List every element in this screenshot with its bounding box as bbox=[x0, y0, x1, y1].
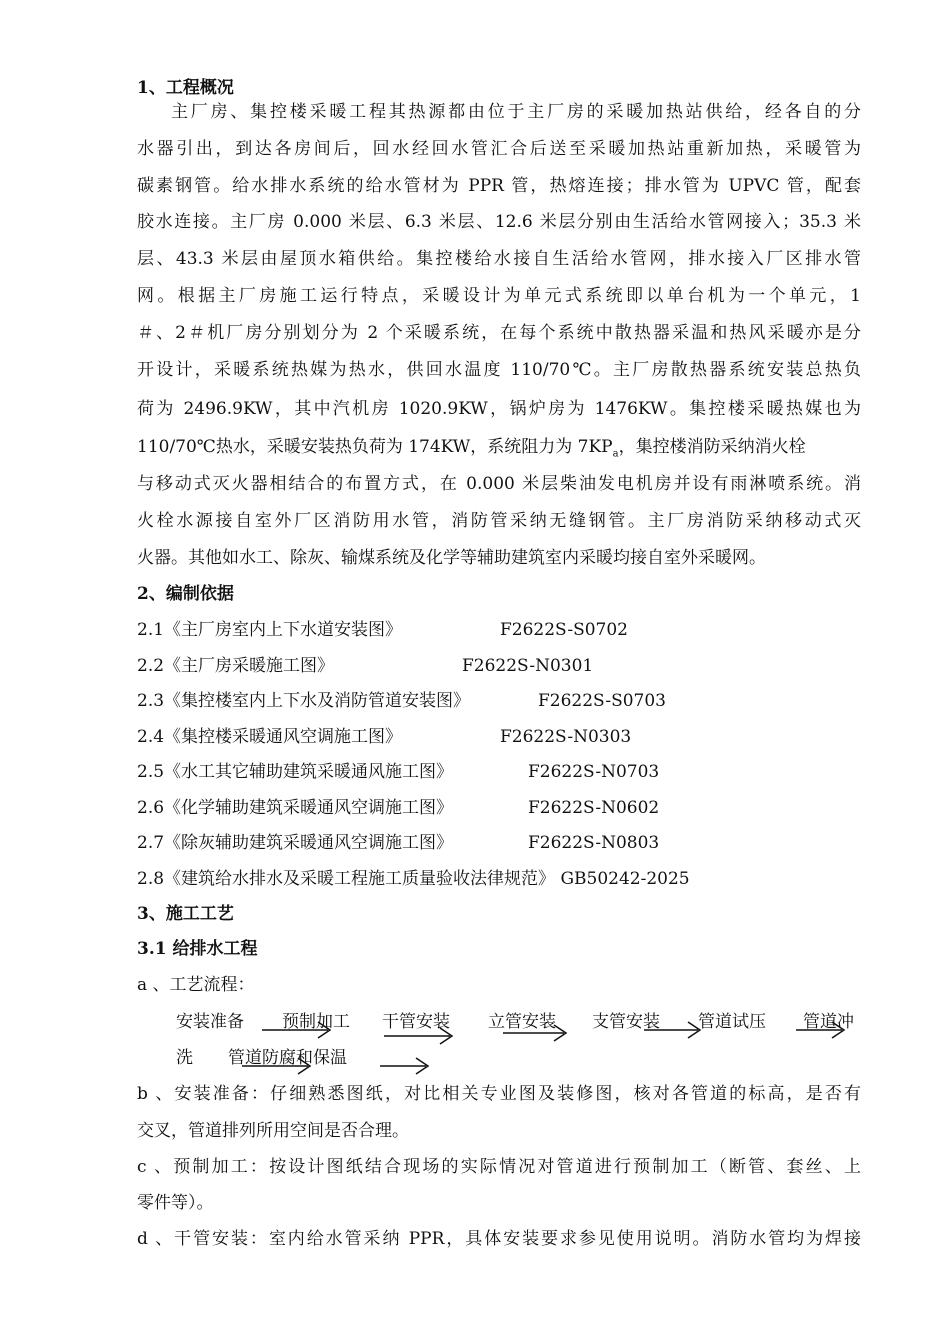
paragraph-line: 胶水连接。主厂房 0.000 米层、6.3 米层、12.6 米层分别由生活给水管网接入；35.3 米 bbox=[137, 212, 861, 232]
reference-title: 2.2《主厂房采暖施工图》 bbox=[137, 656, 335, 676]
paragraph-line: 与移动式灭火器相结合的布置方式，在 0.000 米层柴油发电机房并设有雨淋喷系统。消 bbox=[137, 474, 861, 494]
reference-title: 2.8《建筑给水排水及采暖工程施工质量验收法律规范》 GB50242-2025 bbox=[137, 869, 690, 889]
flow-arrow-icon bbox=[796, 1018, 846, 1042]
flow-step: 管道试压 bbox=[698, 1012, 766, 1032]
reference-title: 2.7《除灰辅助建筑采暖通风空调施工图》 bbox=[137, 833, 454, 853]
flow-arrow-icon bbox=[503, 1021, 568, 1045]
flow-step: 管道冲 bbox=[803, 1012, 854, 1032]
paragraph-line: 荷为 2496.9KW，其中汽机房 1020.9KW，锅炉房为 1476KW。集控楼采暖热媒也为 bbox=[137, 399, 861, 419]
paragraph-line: ＃、2＃机厂房分别划分为 2 个采暖系统，在每个系统中散热器采温和热风采暖亦是分 bbox=[137, 323, 861, 343]
paragraph-line: 碳素钢管。给水排水系统的给水管材为 PPR 管，热熔连接；排水管为 UPVC 管，配套 bbox=[137, 176, 861, 196]
flow-step: 安装准备 bbox=[176, 1012, 244, 1032]
unit-subscript: a bbox=[612, 448, 619, 460]
reference-code: F2622S-S0702 bbox=[500, 620, 628, 640]
section-heading-process: 3、施工工艺 bbox=[137, 904, 234, 924]
flow-arrow-icon bbox=[384, 1024, 454, 1048]
paragraph-line: 网。根据主厂房施工运行特点，采暖设计为单元式系统即以单台机为一个单元，1 bbox=[137, 286, 861, 306]
paragraph-line: 火栓水源接自室外厂区消防用水管，消防管采纳无缝钢管。主厂房消防采纳移动式灭 bbox=[137, 511, 861, 531]
reference-title: 2.6《化学辅助建筑采暖通风空调施工图》 bbox=[137, 798, 454, 818]
flow-step: 干管安装 bbox=[382, 1012, 450, 1032]
paragraph-line-with-subscript bbox=[137, 435, 861, 466]
paragraph-line: 火器。其他如水工、除灰、输煤系统及化学等辅助建筑室内采暖均接自室外采暖网。 bbox=[137, 548, 766, 568]
flow-arrow-icon bbox=[262, 1018, 332, 1042]
paragraph-line: 零件等）。 bbox=[137, 1193, 214, 1213]
paragraph-line: 交叉，管道排列所用空间是否合理。 bbox=[137, 1121, 409, 1141]
flow-step: 预制加工 bbox=[282, 1012, 350, 1032]
reference-code: F2622S-N0602 bbox=[528, 798, 660, 818]
paragraph-line: 层、43.3 米层由屋顶水箱供给。集控楼给水接自生活给水管网，排水接入厂区排水管 bbox=[137, 249, 861, 269]
paragraph-line: 主厂房、集控楼采暖工程其热源都由位于主厂房的采暖加热站供给，经各自的分 bbox=[171, 102, 861, 122]
section-heading-overview: 1、工程概况 bbox=[137, 78, 234, 98]
reference-code: F2622S-S0703 bbox=[538, 691, 666, 711]
reference-title: 2.4《集控楼采暖通风空调施工图》 bbox=[137, 727, 403, 747]
flow-arrow-icon bbox=[644, 1018, 702, 1042]
flow-step: 洗 bbox=[176, 1048, 193, 1068]
paragraph-line: b 、安装准备：仔细熟悉图纸，对比相关专业图及装修图，核对各管道的标高，是否有 bbox=[137, 1084, 861, 1104]
flow-label: a 、工艺流程： bbox=[137, 975, 255, 995]
reference-code: F2622S-N0301 bbox=[462, 656, 594, 676]
section-heading-basis: 2、编制依据 bbox=[137, 584, 234, 604]
flow-step: 支管安装 bbox=[592, 1012, 660, 1032]
reference-code: F2622S-N0803 bbox=[528, 833, 660, 853]
flow-step: 管道防腐和保温 bbox=[228, 1048, 347, 1068]
paragraph-line: 水器引出，到达各房间后，回水经回水管汇合后送至采暖加热站重新加热，采暖管为 bbox=[137, 139, 861, 159]
flow-arrow-icon bbox=[380, 1054, 430, 1078]
reference-title: 2.5《水工其它辅助建筑采暖通风施工图》 bbox=[137, 762, 454, 782]
paragraph-text-tail: ，集控楼消防采纳消火栓 bbox=[618, 437, 806, 457]
paragraph-line: c 、预制加工：按设计图纸结合现场的实际情况对管道进行预制加工（断管、套丝、上 bbox=[137, 1157, 861, 1177]
reference-title: 2.3《集控楼室内上下水及消防管道安装图》 bbox=[137, 691, 471, 711]
reference-code: F2622S-N0303 bbox=[500, 727, 632, 747]
paragraph-line: 开设计，采暖系统热媒为热水，供回水温度 110/70℃。主厂房散热器系统安装总热负 bbox=[137, 360, 861, 380]
subsection-heading-water: 3.1 给排水工程 bbox=[137, 939, 258, 959]
paragraph-line: d 、干管安装：室内给水管采纳 PPR，具体安装要求参见使用说明。消防水管均为焊接 bbox=[137, 1229, 861, 1249]
paragraph-text: 110/70℃热水，采暖安装热负荷为 174KW，系统阻力为 7KP bbox=[137, 437, 613, 457]
flow-step: 立管安装 bbox=[488, 1012, 556, 1032]
reference-code: F2622S-N0703 bbox=[528, 762, 660, 782]
reference-title: 2.1《主厂房室内上下水道安装图》 bbox=[137, 620, 403, 640]
flow-arrow-icon bbox=[242, 1054, 312, 1078]
